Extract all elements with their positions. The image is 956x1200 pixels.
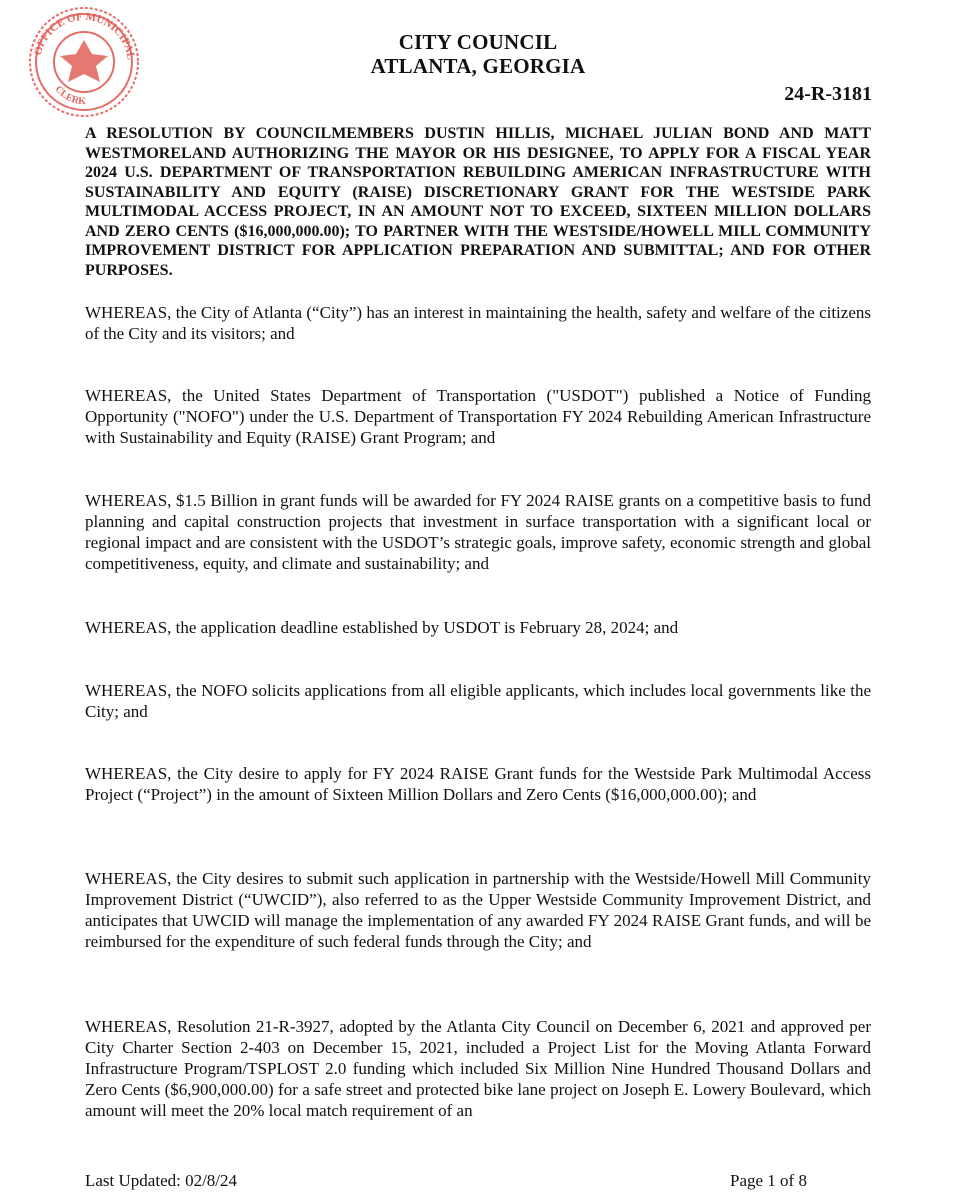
page-number-footer: Page 1 of 8	[730, 1171, 807, 1190]
svg-text:OFFICE OF MUNICIPAL: OFFICE OF MUNICIPAL	[31, 10, 137, 61]
city-heading: ATLANTA, GEORGIA	[370, 54, 586, 78]
whereas-paragraph-4: WHEREAS, the application deadline established by USDOT is February 28, 2024; and	[85, 618, 679, 637]
whereas-paragraph-8: WHEREAS, Resolution 21-R-3927, adopted by the Atlanta City Council on December 6, 2021 and approved per City Charter Section 2-403 on December 15, 2021, included a Project List for the Moving Atlanta Forward Infrastructure Program/TSPLOST 2.0 funding which included Six Million Nine Hundred Thousand Dollars and Zero Cents ($6,900,000.00) for a safe street and protected bike lane project on Joseph E. Lowery Boulevard, which amount will meet the 20% local match requirement of an	[85, 1017, 871, 1120]
whereas-paragraph-3: WHEREAS, $1.5 Billion in grant funds will be awarded for FY 2024 RAISE grants on a competitive basis to fund planning and capital construction projects that investment in surface transportation with a significant local or regional impact and are consistent with the USDOT’s strategic goals, improve safety, economic strength and global competitiveness, equity, and climate and sustainability; and	[85, 491, 871, 573]
resolution-title: A RESOLUTION BY COUNCILMEMBERS DUSTIN HILLIS, MICHAEL JULIAN BOND AND MATT WESTMORELAND AUTHORIZING THE MAYOR OR HIS DESIGNEE, TO APPLY FOR A FISCAL YEAR 2024 U.S. DEPARTMENT OF TRANSPORTATION REBUILDING AMERICAN INFRASTRUCTURE WITH SUSTAINABILITY AND EQUITY (RAISE) DISCRETIONARY GRANT FOR THE WESTSIDE PARK MULTIMODAL ACCESS PROJECT, IN AN AMOUNT NOT TO EXCEED, SIXTEEN MILLION DOLLARS AND ZERO CENTS ($16,000,000.00); TO PARTNER WITH THE WESTSIDE/HOWELL MILL COMMUNITY IMPROVEMENT DISTRICT FOR APPLICATION PREPARATION AND SUBMITTAL; AND FOR OTHER PURPOSES.	[85, 125, 871, 279]
whereas-paragraph-2: WHEREAS, the United States Department of Transportation ("USDOT") published a Notice of Funding Opportunity ("NOFO") under the U.S. Department of Transportation FY 2024 Rebuilding American Infrastructure with Sustainability and Equity (RAISE) Grant Program; and	[85, 386, 871, 447]
whereas-paragraph-1: WHEREAS, the City of Atlanta (“City”) has an interest in maintaining the health, safety and welfare of the citizens of the City and its visitors; and	[85, 303, 871, 343]
whereas-paragraph-7: WHEREAS, the City desires to submit such application in partnership with the Westside/Howell Mill Community Improvement District (“UWCID”), also referred to as the Upper Westside Community Improvement District, and anticipates that UWCID will manage the implementation of any awarded FY 2024 RAISE Grant funds, and will be reimbursed for the expenditure of such federal funds through the City; and	[85, 869, 871, 951]
svg-text:CLERK: CLERK	[52, 83, 87, 108]
resolution-number: 24-R-3181	[784, 83, 872, 105]
council-heading: CITY COUNCIL	[398, 30, 558, 54]
whereas-paragraph-5: WHEREAS, the NOFO solicits applications from all eligible applicants, which includes local governments like the City; and	[85, 681, 871, 721]
last-updated-footer: Last Updated: 02/8/24	[85, 1171, 238, 1190]
whereas-paragraph-6: WHEREAS, the City desire to apply for FY 2024 RAISE Grant funds for the Westside Park Multimodal Access Project (“Project”) in the amount of Sixteen Million Dollars and Zero Cents ($16,000,000.00); and	[85, 764, 871, 804]
